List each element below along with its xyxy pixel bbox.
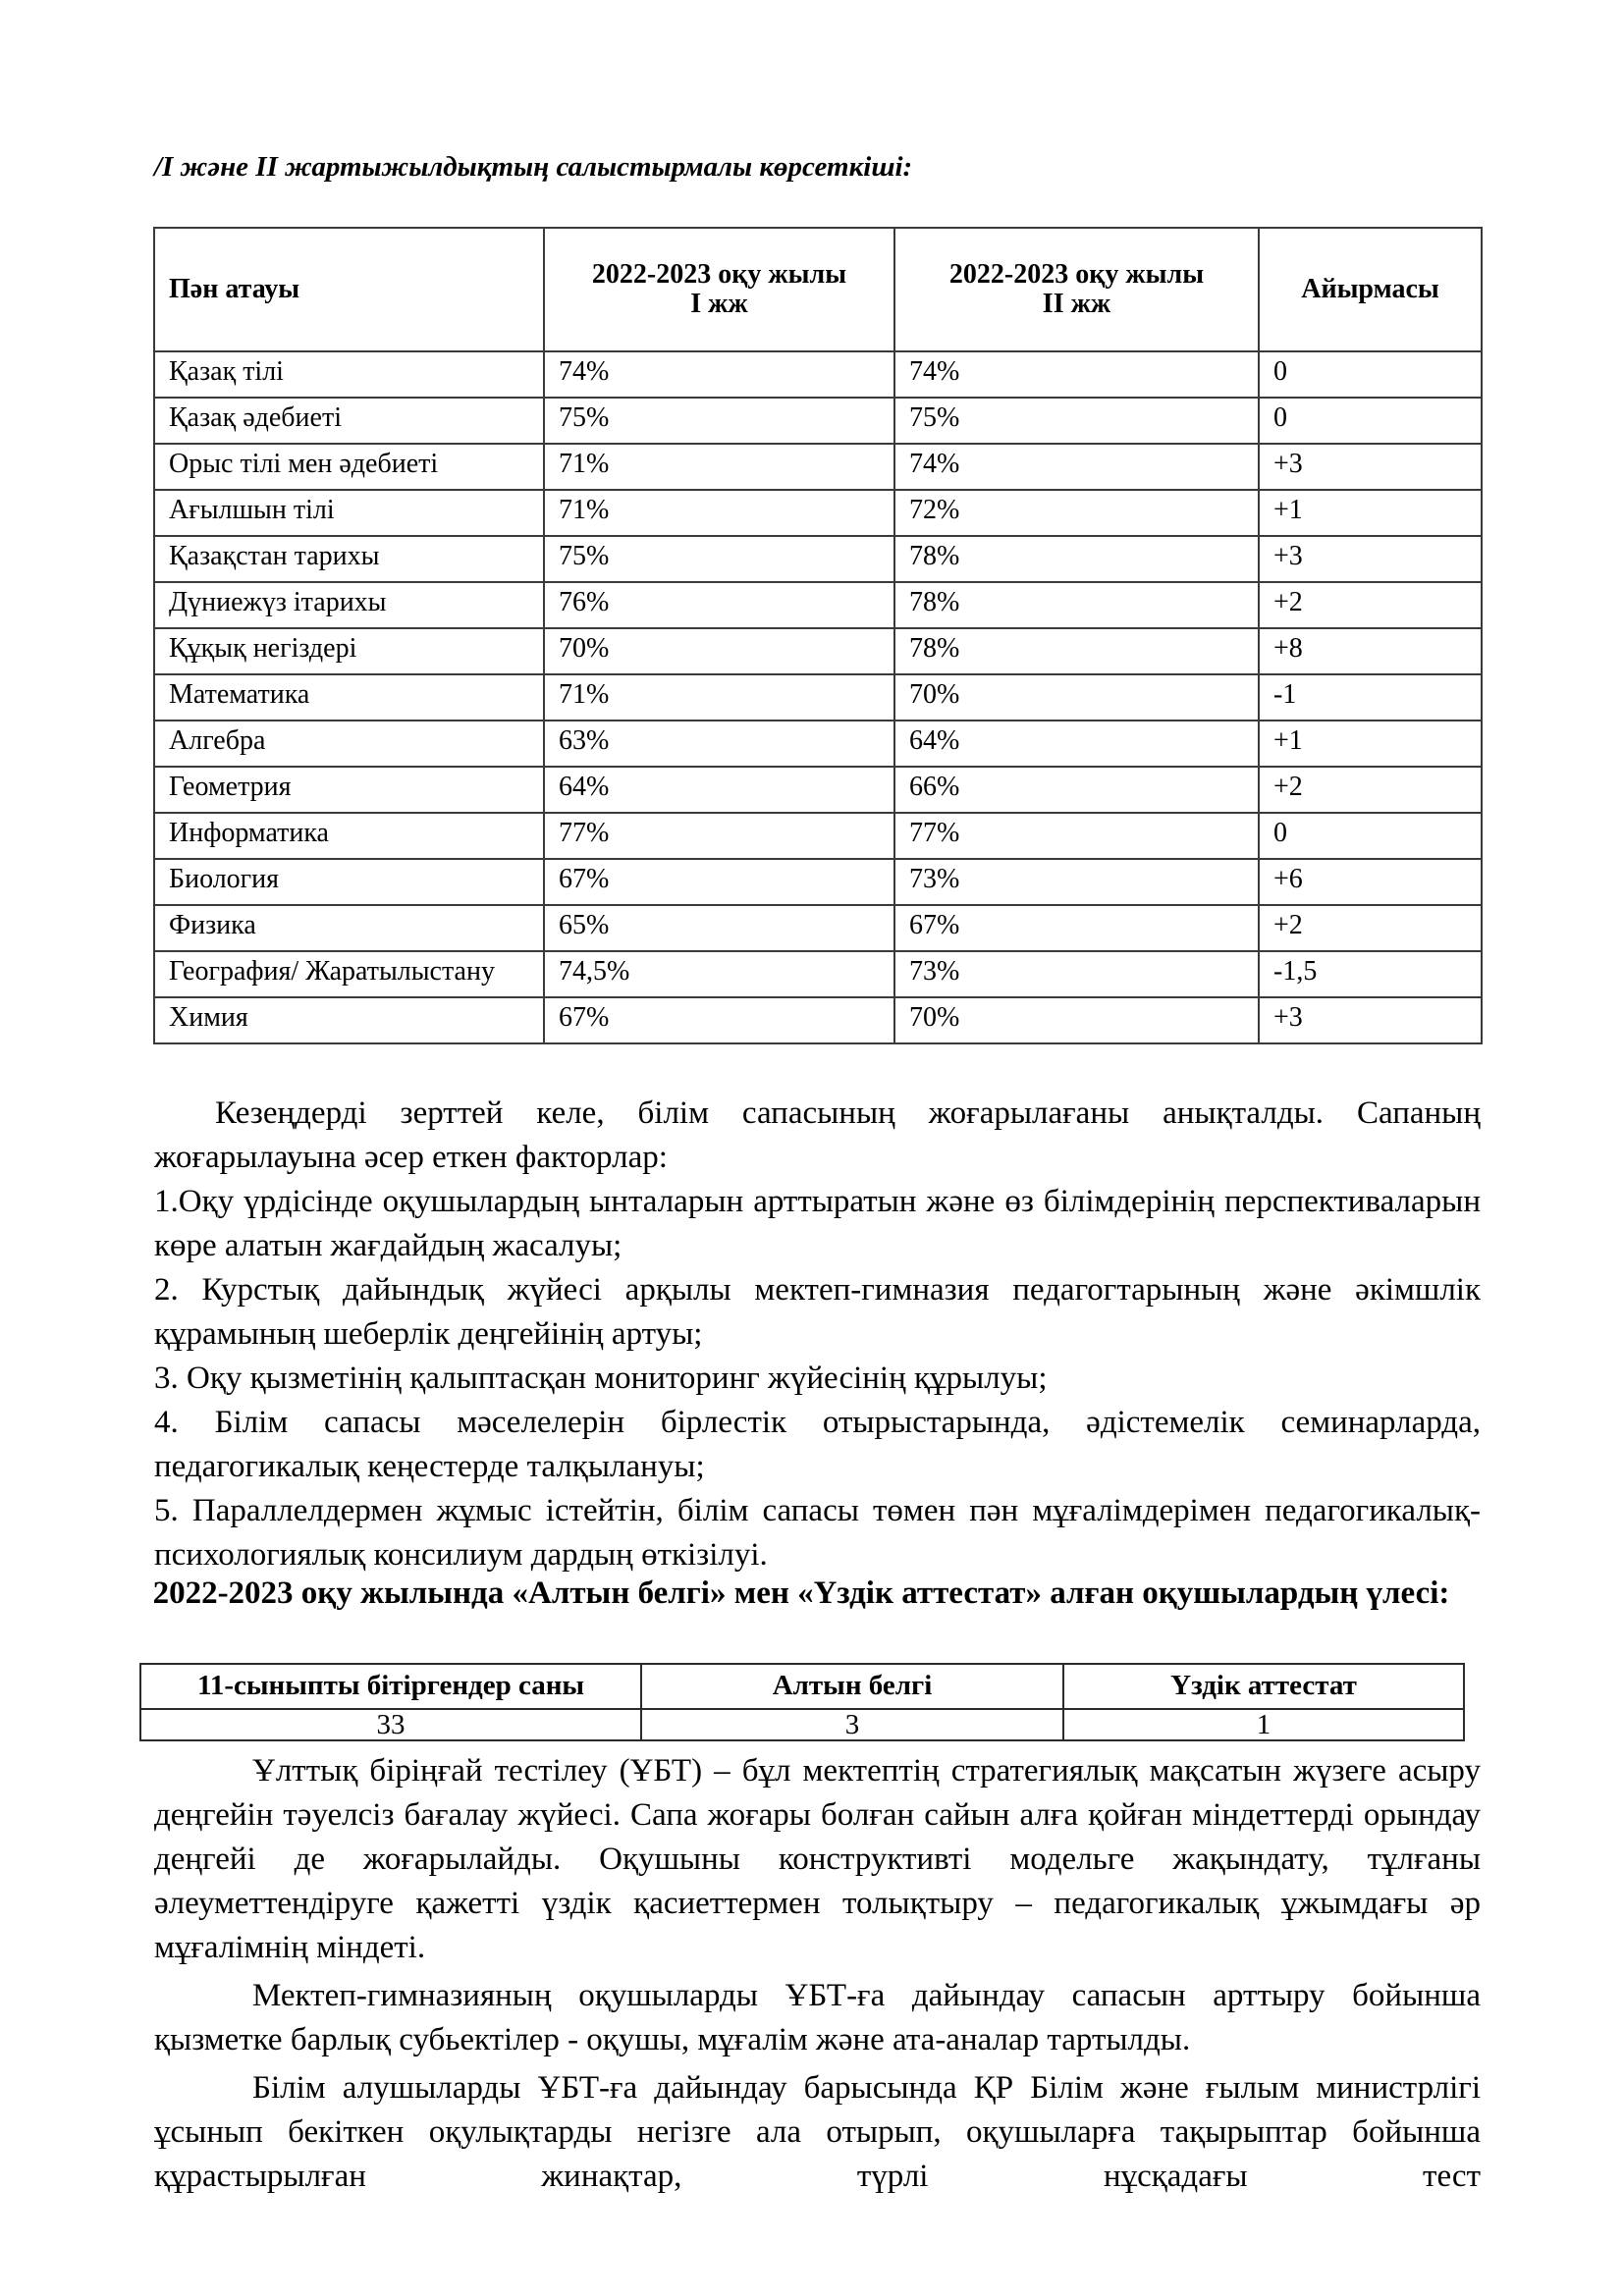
header-gold-medal: Алтын белгі: [641, 1664, 1063, 1709]
table-row: [154, 674, 1482, 721]
awards-table-header: [140, 1664, 1464, 1709]
difference-cell: +3: [1259, 536, 1482, 582]
graduates-count: 33: [140, 1709, 641, 1740]
term1-cell: 65%: [544, 905, 894, 951]
subject-cell: Биология: [154, 859, 544, 905]
paragraph: Білім алушыларды ҰБТ-ға дайындау барысында ҚР Білім және ғылым министрлігі ұсынып бекіткен оқулықтарды негізге ала отырып, оқушыларға тақырыптар бойынша құрастырылған жинақтар, түрлі нұсқадағы тест: [154, 2070, 1481, 2194]
subject-cell: Қазақ тілі: [154, 351, 544, 398]
term1-cell: 76%: [544, 582, 894, 628]
subject-cell: Физика: [154, 905, 544, 951]
table-row: [154, 536, 1482, 582]
header-graduates: 11-сыныпты бітіргендер саны: [140, 1664, 641, 1709]
term2-cell: 72%: [894, 490, 1259, 536]
table-row: [154, 767, 1482, 813]
difference-cell: +6: [1259, 859, 1482, 905]
difference-cell: +3: [1259, 444, 1482, 490]
difference-cell: 0: [1259, 398, 1482, 444]
term1-cell: 77%: [544, 813, 894, 859]
term2-cell: 70%: [894, 674, 1259, 721]
header-term2-label: ІІ жж: [1042, 289, 1111, 319]
page-title: /І және ІІ жартыжылдықтың салыстырмалы көрсеткіші:: [154, 151, 913, 183]
table-row: [154, 951, 1482, 997]
awards-title: 2022-2023 оқу жылында «Алтын белгі» мен «Үздік аттестат» алған оқушылардың үлесі:: [152, 1575, 1450, 1611]
factor-item: 2. Курстық дайындық жүйесі арқылы мектеп-гимназия педагогтарының және әкімшлік құрамының шеберлік деңгейінің артуы;: [154, 1272, 1481, 1352]
table-row: [154, 398, 1482, 444]
difference-cell: +3: [1259, 997, 1482, 1043]
difference-cell: -1,5: [1259, 951, 1482, 997]
term1-cell: 63%: [544, 721, 894, 767]
term1-cell: 71%: [544, 444, 894, 490]
header-term1: [544, 228, 894, 351]
subject-cell: Қазақ әдебиеті: [154, 398, 544, 444]
header-subject: Пән атауы: [154, 228, 544, 351]
subject-cell: Информатика: [154, 813, 544, 859]
table-row: [154, 721, 1482, 767]
header-excellent-certificate: Үздік аттестат: [1063, 1664, 1464, 1709]
term2-cell: 74%: [894, 351, 1259, 398]
term2-cell: 73%: [894, 951, 1259, 997]
table-row: [154, 351, 1482, 398]
subject-cell: Математика: [154, 674, 544, 721]
header-term2-year: 2022-2023 оқу жылы: [948, 259, 1205, 290]
paragraph: Мектеп-гимназияның оқушыларды ҰБТ-ға дайындау сапасын арттыру бойынша қызметке барлық субьектілер - оқушы, мұғалім және ата-аналар тартылды.: [154, 1978, 1481, 2057]
table-row: [154, 490, 1482, 536]
comparison-table-header: [154, 228, 1482, 351]
table-row: [154, 905, 1482, 951]
paragraph: Ұлттық біріңғай тестілеу (ҰБТ) – бұл мектептің стратегиялық мақсатын жүзеге асыру деңгейін тәуелсіз бағалау жүйесі. Сапа жоғары болған сайын алға қойған міндеттерді орындау деңгейі де жоғарылайды. Оқушыны конструктивті модельге жақындату, тұлғаны әлеуметтендіруге қажетті үздік қасиеттермен толықтыру – педагогикалық ұжымдағы әр мұғалімнің міндеті.: [154, 1753, 1481, 1965]
header-term2: [894, 228, 1259, 351]
subject-cell: Дүниежүз ітарихы: [154, 582, 544, 628]
term1-cell: 71%: [544, 490, 894, 536]
difference-cell: +2: [1259, 767, 1482, 813]
difference-cell: +8: [1259, 628, 1482, 674]
term1-cell: 67%: [544, 859, 894, 905]
table-row: [154, 859, 1482, 905]
factor-item: 1.Оқу үрдісінде оқушылардың ынталарын арттыратын және өз білімдерінің перспективаларын көре алатын жағдайдың жасалуы;: [154, 1184, 1481, 1263]
term2-cell: 64%: [894, 721, 1259, 767]
difference-cell: +2: [1259, 905, 1482, 951]
difference-cell: +2: [1259, 582, 1482, 628]
term1-cell: 74%: [544, 351, 894, 398]
table-row: [154, 628, 1482, 674]
table-row: [154, 813, 1482, 859]
term1-cell: 75%: [544, 536, 894, 582]
subject-cell: Ағылшын тілі: [154, 490, 544, 536]
difference-cell: -1: [1259, 674, 1482, 721]
factor-item: 5. Параллелдермен жұмыс істейтін, білім сапасы төмен пән мұғалімдерімен педагогикалық-психологиялық консилиум дардың өткізілуі.: [154, 1493, 1481, 1573]
term2-cell: 67%: [894, 905, 1259, 951]
header-term1-label: І жж: [690, 289, 748, 319]
term2-cell: 75%: [894, 398, 1259, 444]
difference-cell: +1: [1259, 490, 1482, 536]
term2-cell: 74%: [894, 444, 1259, 490]
term2-cell: 78%: [894, 582, 1259, 628]
subject-cell: География/ Жаратылыстану: [154, 951, 544, 997]
difference-cell: +1: [1259, 721, 1482, 767]
term1-cell: 71%: [544, 674, 894, 721]
gold-medal-count: 3: [641, 1709, 1063, 1740]
unt-section: [154, 1749, 1481, 2199]
term1-cell: 64%: [544, 767, 894, 813]
term1-cell: 74,5%: [544, 951, 894, 997]
term1-cell: 75%: [544, 398, 894, 444]
subject-cell: Қазақстан тарихы: [154, 536, 544, 582]
findings-section: [154, 1092, 1481, 1577]
difference-cell: 0: [1259, 351, 1482, 398]
table-row: [154, 997, 1482, 1043]
term1-cell: 67%: [544, 997, 894, 1043]
header-difference: Айырмасы: [1259, 228, 1482, 351]
term1-cell: 70%: [544, 628, 894, 674]
factor-item: 3. Оқу қызметінің қалыптасқан мониторинг жүйесінің құрылуы;: [154, 1361, 1048, 1396]
subject-cell: Құқық негіздері: [154, 628, 544, 674]
term2-cell: 70%: [894, 997, 1259, 1043]
header-term1-year: 2022-2023 оқу жылы: [591, 259, 847, 290]
findings-intro: Кезеңдерді зерттей келе, білім сапасының жоғарылағаны анықталды. Сапаның жоғарылауына әсер еткен факторлар:: [154, 1095, 1481, 1175]
factor-item: 4. Білім сапасы мәселелерін бірлестік отырыстарында, әдістемелік семинарларда, педагогикалық кеңестерде талқылануы;: [154, 1405, 1481, 1484]
awards-table-row: [140, 1709, 1464, 1740]
difference-cell: 0: [1259, 813, 1482, 859]
comparison-table: [153, 227, 1483, 1044]
term2-cell: 78%: [894, 536, 1259, 582]
table-row: [154, 582, 1482, 628]
term2-cell: 66%: [894, 767, 1259, 813]
subject-cell: Орыс тілі мен әдебиеті: [154, 444, 544, 490]
awards-table: [139, 1663, 1465, 1741]
subject-cell: Алгебра: [154, 721, 544, 767]
subject-cell: Геометрия: [154, 767, 544, 813]
table-row: [154, 444, 1482, 490]
term2-cell: 78%: [894, 628, 1259, 674]
subject-cell: Химия: [154, 997, 544, 1043]
term2-cell: 73%: [894, 859, 1259, 905]
term2-cell: 77%: [894, 813, 1259, 859]
excellent-certificate-count: 1: [1063, 1709, 1464, 1740]
